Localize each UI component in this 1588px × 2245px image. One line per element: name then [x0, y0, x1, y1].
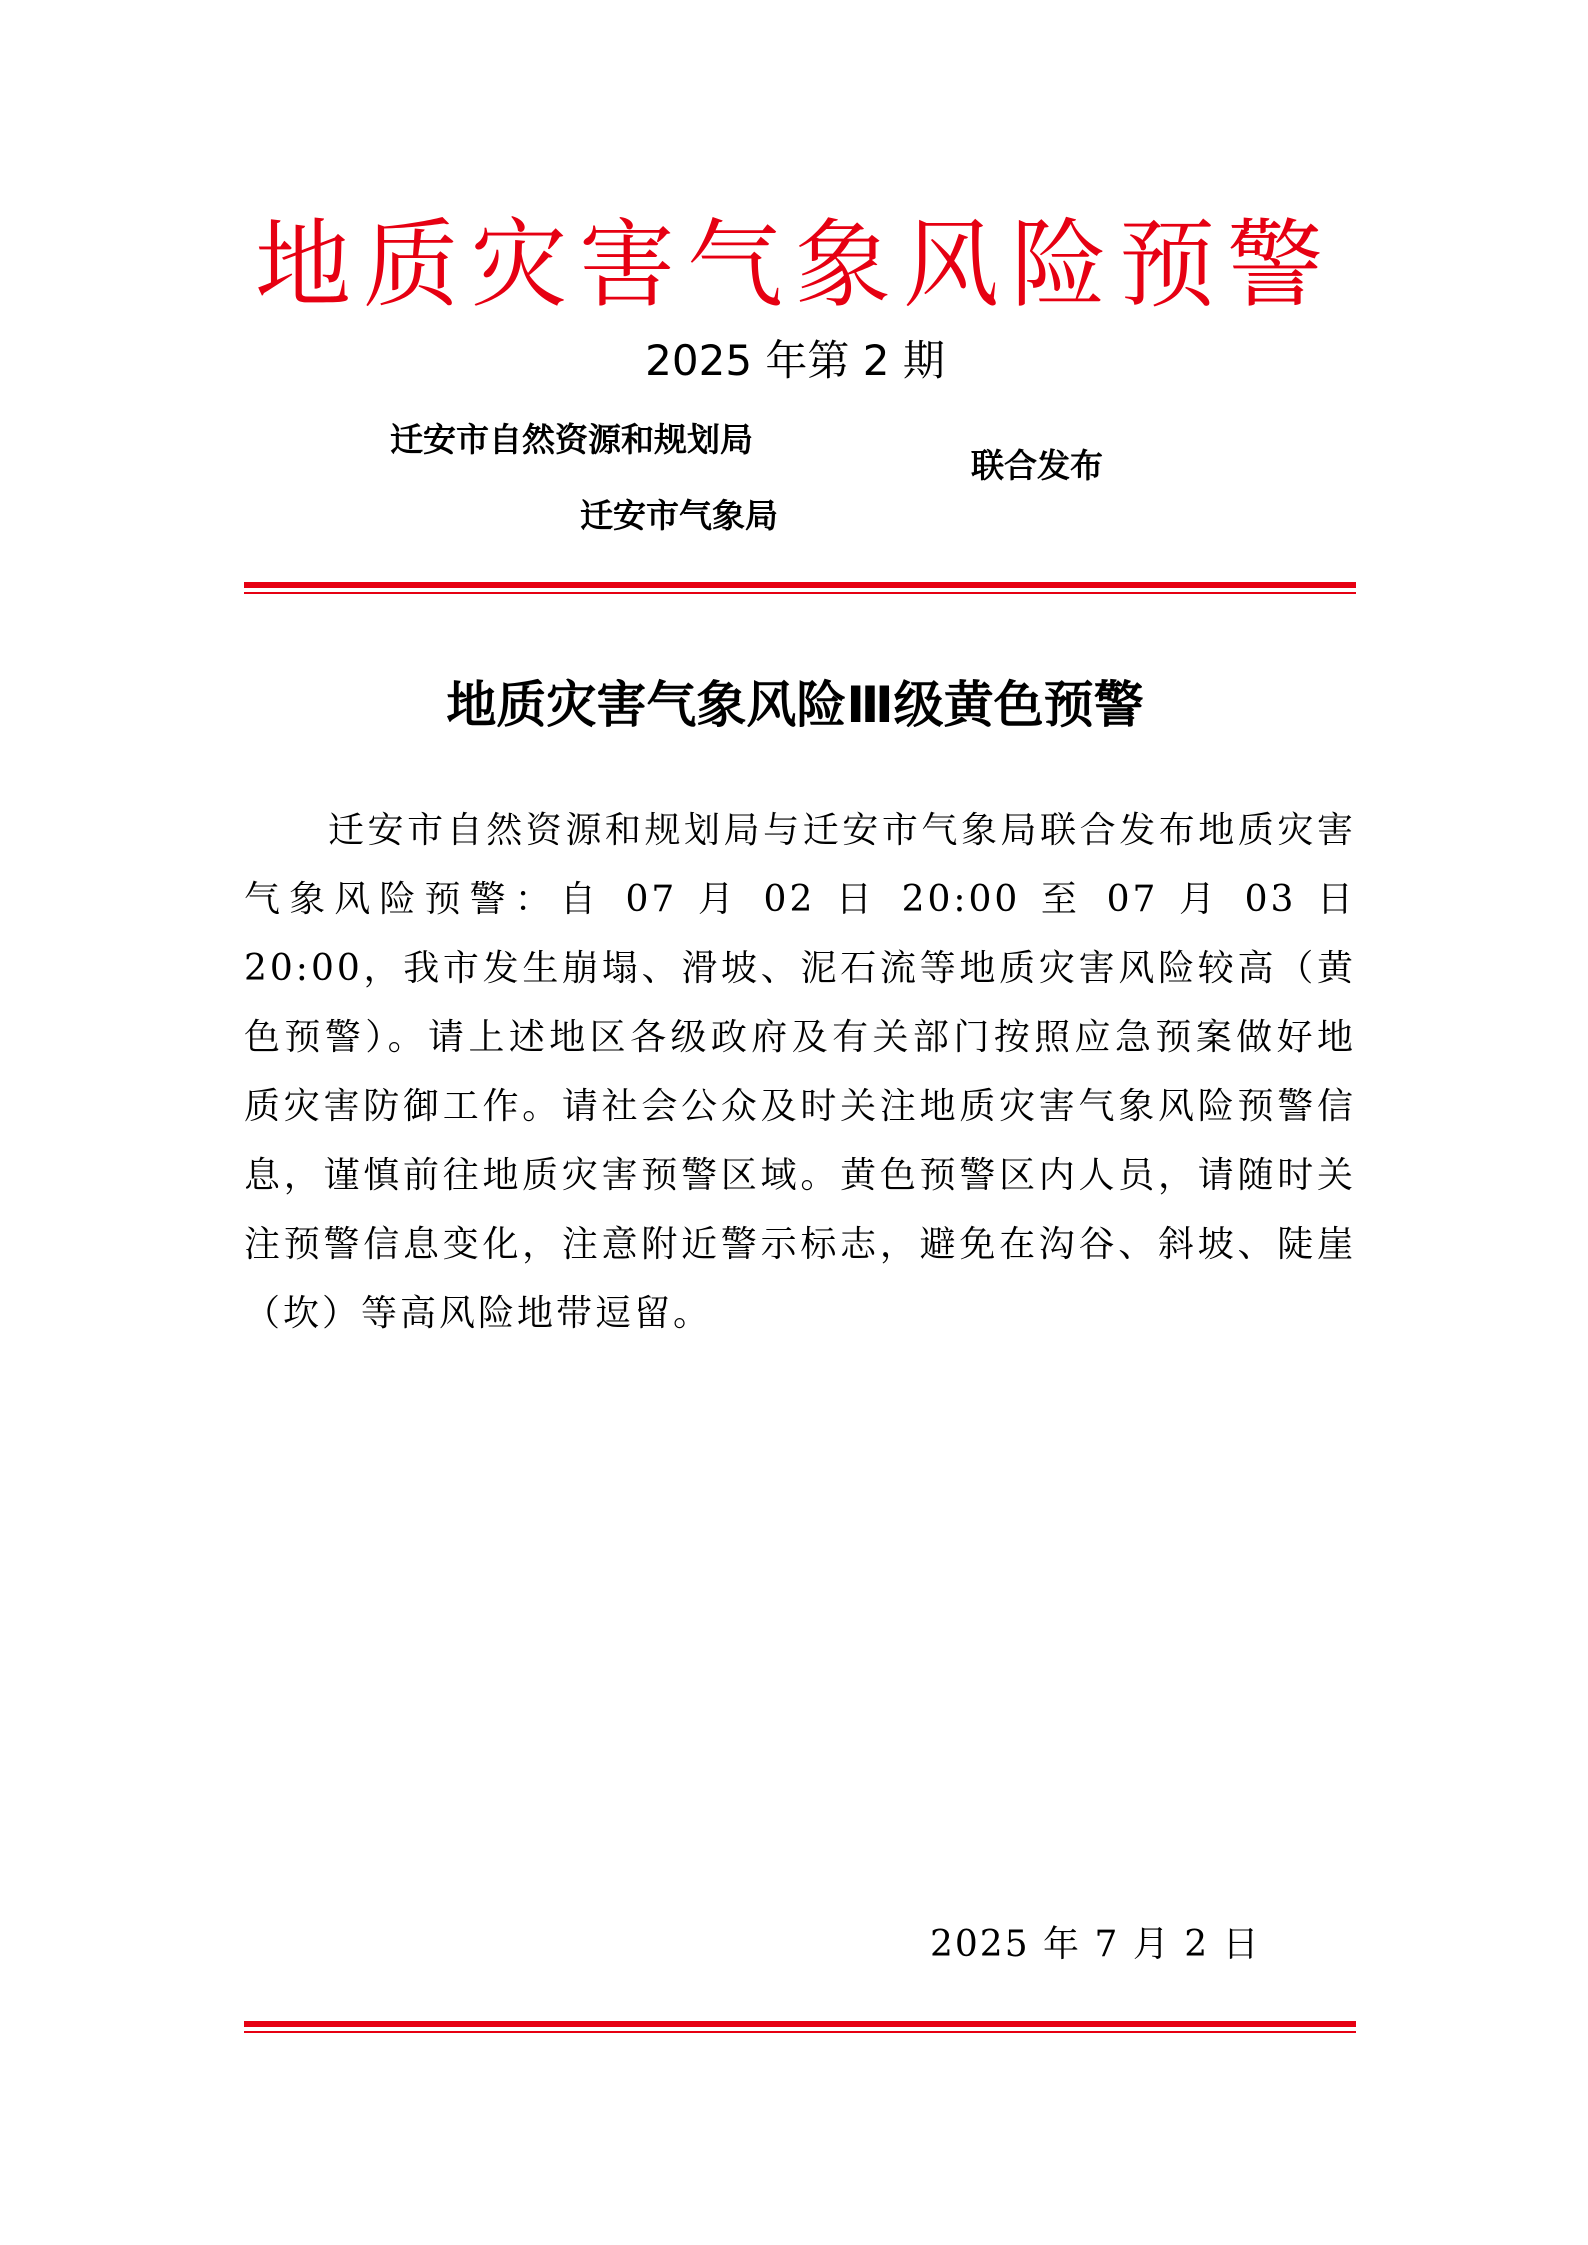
issue-date: 2025 年 7 月 2 日 [930, 1924, 1261, 1965]
footer-rule-thick [244, 2021, 1356, 2027]
agency-natural-resources: 迁安市自然资源和规划局 [390, 420, 753, 459]
warning-title: 地质灾害气象风险Ⅲ级黄色预警 [446, 676, 1144, 734]
joint-release-label: 联合发布 [971, 446, 1103, 485]
header-rule-thin [244, 592, 1356, 594]
footer-rule-thin [244, 2031, 1356, 2033]
header-rule-thick [244, 582, 1356, 588]
issue-number: 2025 年第 2 期 [645, 336, 945, 385]
masthead-title: 地质灾害气象风险预警 [255, 209, 1335, 321]
warning-body: 迁安市自然资源和规划局与迁安市气象局联合发布地质灾害气象风险预警：自 07 月 02 日 20:00 至 07 月 03 日 20:00，我市发生崩塌、滑坡、泥石流等地质灾害风险较高（黄色预警）。请上述地区各级政府及有关部门按照应急预案做好地质灾害防御工作。请社会公众及时关注地质灾害气象风险预警信息，谨慎前往地质灾害预警区域。黄色预警区内人员，请随时关注预警信息变化，注意附近警示标志，避免在沟谷、斜坡、陡崖（坎）等高风险地带逗留。 [244, 810, 1356, 1334]
agency-meteorological: 迁安市气象局 [580, 496, 778, 535]
